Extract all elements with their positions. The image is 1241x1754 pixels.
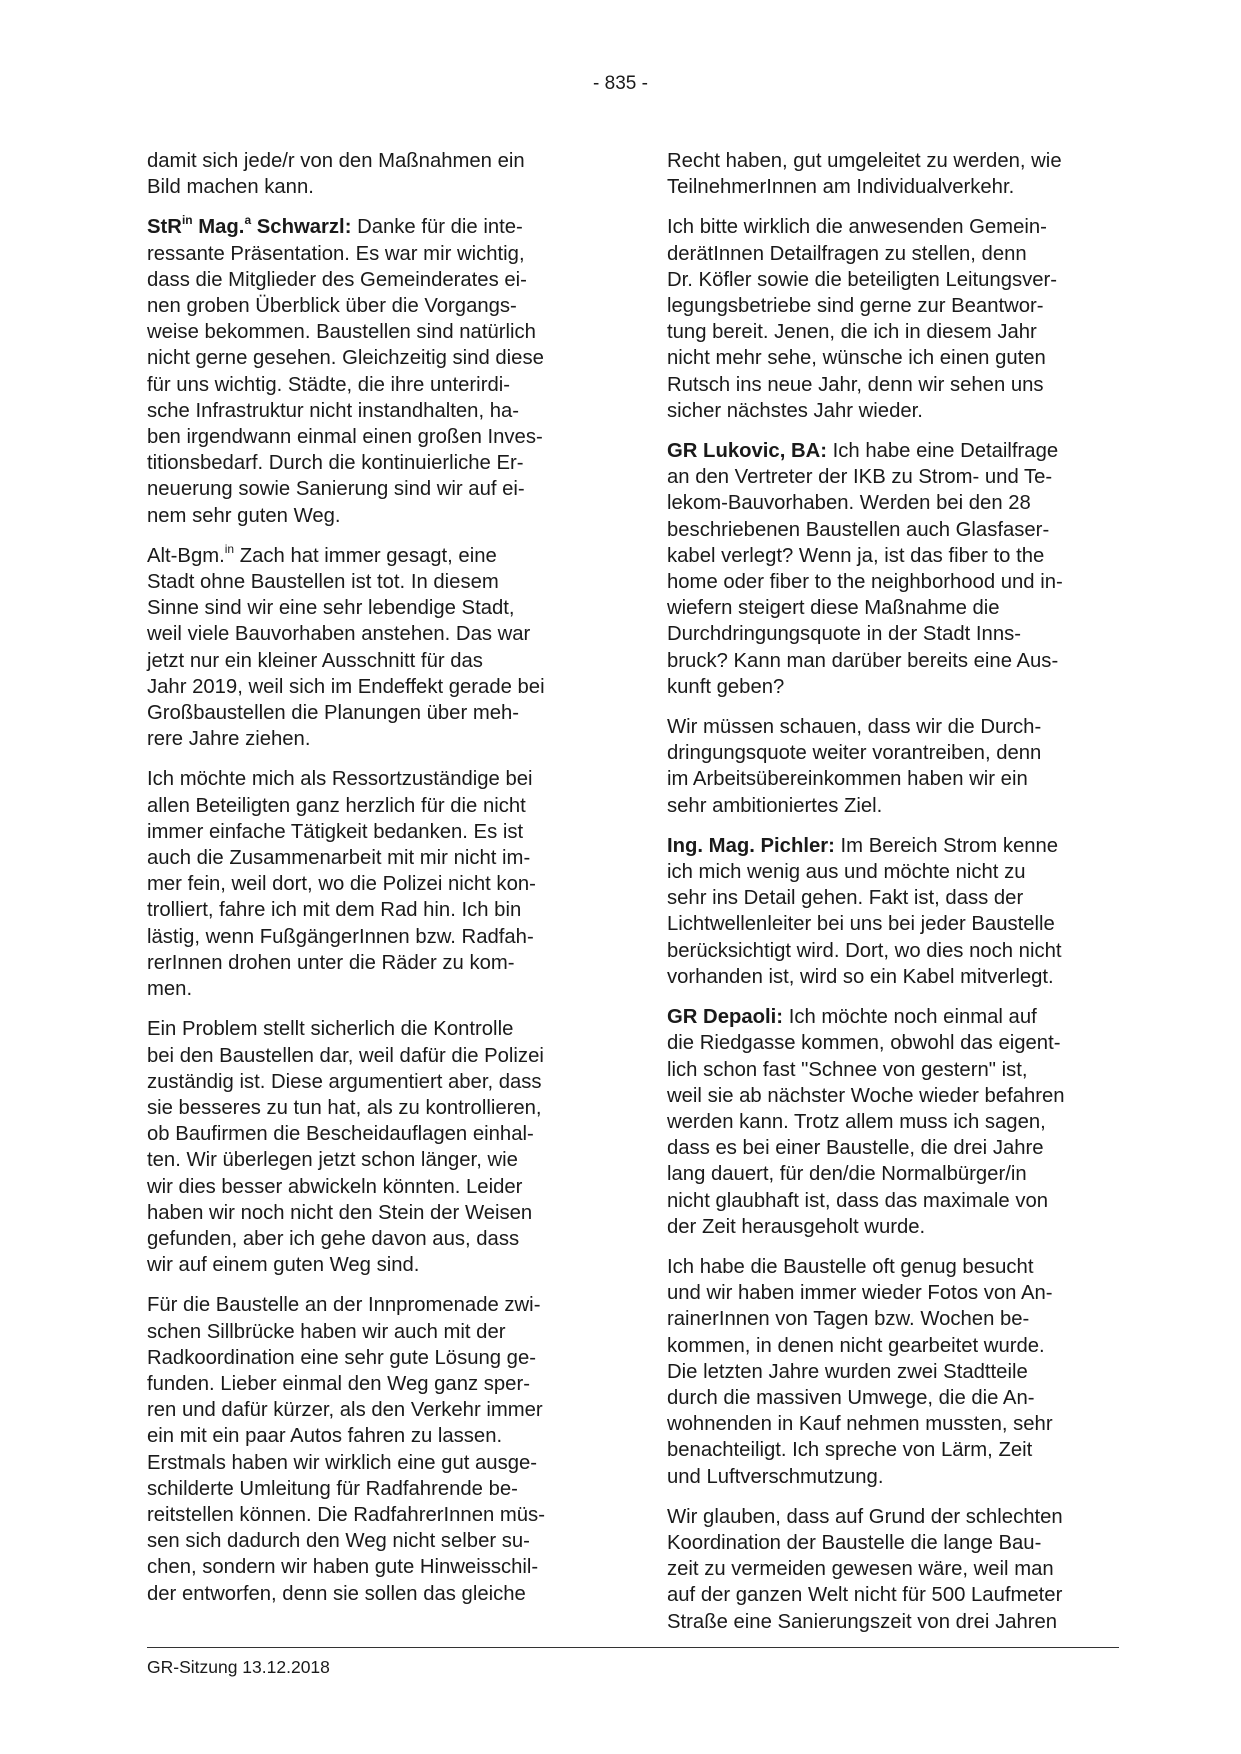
text-line: schen Sillbrücke haben wir auch mit der xyxy=(147,1320,506,1343)
text-line: ressante Präsentation. Es war mir wichtig, xyxy=(147,242,525,265)
text-line: schilderte Umleitung für Radfahrende be- xyxy=(147,1477,518,1500)
text-line: ben irgendwann einmal einen großen Inves- xyxy=(147,426,543,449)
footer-session-date: GR-Sitzung 13.12.2018 xyxy=(147,1657,330,1677)
text-line: zeit zu vermeiden gewesen wäre, weil man xyxy=(667,1558,1054,1581)
text-line: und wir haben immer wieder Fotos von An- xyxy=(667,1282,1053,1305)
text-line: bei den Baustellen dar, weil dafür die Polizei xyxy=(147,1044,544,1067)
text-line: Jahr 2019, weil sich im Endeffekt gerade bei xyxy=(147,675,545,698)
text-line: chen, sondern wir haben gute Hinweisschil- xyxy=(147,1556,539,1579)
text-line: mer fein, weil dort, wo die Polizei nicht kon- xyxy=(147,873,536,896)
paragraph-lukovic xyxy=(667,438,1115,700)
paragraph xyxy=(147,1016,595,1278)
text-line: home oder fiber to the neighborhood und in- xyxy=(667,571,1063,594)
paragraph xyxy=(667,148,1115,200)
text-line: werden kann. Trotz allem muss ich sagen, xyxy=(667,1110,1046,1133)
text-line: Wir müssen schauen, dass wir die Durch- xyxy=(667,716,1042,739)
paragraph-rest xyxy=(147,241,595,529)
text-line: sehr ins Detail gehen. Fakt ist, dass der xyxy=(667,887,1024,910)
text-line: neuerung sowie Sanierung sind wir auf ei- xyxy=(147,478,525,501)
paragraph xyxy=(667,1254,1115,1490)
paragraph xyxy=(147,766,595,1002)
text-line: Dr. Köfler sowie die beteiligten Leitungsver- xyxy=(667,268,1058,291)
text-line: auch die Zusammenarbeit mit mir nicht im- xyxy=(147,847,531,870)
text-line: berücksichtigt wird. Dort, wo dies noch nicht xyxy=(667,939,1062,962)
text-line: Koordination der Baustelle die lange Bau- xyxy=(667,1531,1042,1554)
text-line: sche Infrastruktur nicht instandhalten, ha- xyxy=(147,399,520,422)
text-line: dringungsquote weiter vorantreiben, denn xyxy=(667,742,1042,765)
text-line: damit sich jede/r von den Maßnahmen ein xyxy=(147,150,525,172)
text-line: Sinne sind wir eine sehr lebendige Stadt, xyxy=(147,597,515,620)
text-line: Straße eine Sanierungszeit von drei Jahren xyxy=(667,1610,1058,1633)
text-line: Bild machen kann. xyxy=(147,176,314,199)
footer-divider xyxy=(147,1647,1119,1648)
text-line: TeilnehmerInnen am Individualverkehr. xyxy=(667,176,1015,199)
text-line: durch die massiven Umwege, die die An- xyxy=(667,1386,1035,1409)
text-line: nem sehr guten Weg. xyxy=(147,504,341,527)
text-line: dass es bei einer Baustelle, die drei Jahre xyxy=(667,1137,1044,1160)
text-line: reitstellen können. Die RadfahrerInnen müs- xyxy=(147,1503,545,1526)
paragraph-rest xyxy=(667,1030,1115,1240)
text-line: die Riedgasse kommen, obwohl das eigent- xyxy=(667,1032,1061,1055)
paragraph-first-line: GR Lukovic, BA: Ich habe eine Detailfrage xyxy=(667,440,1059,463)
paragraph xyxy=(147,1292,595,1606)
text-line: weil viele Bauvorhaben anstehen. Das war xyxy=(147,623,531,646)
text-line: für uns wichtig. Städte, die ihre unterirdi- xyxy=(147,373,510,396)
text-line: haben wir noch nicht den Stein der Weisen xyxy=(147,1201,533,1224)
text-line: beschriebenen Baustellen auch Glasfaser- xyxy=(667,518,1050,541)
paragraph-depaoli xyxy=(667,1004,1115,1240)
text-line: nicht mehr sehe, wünsche ich einen guten xyxy=(667,347,1046,370)
text-line: Recht haben, gut umgeleitet zu werden, wie xyxy=(667,150,1062,172)
text-line: lästig, wenn FußgängerInnen bzw. Radfah- xyxy=(147,925,534,948)
text-line: titionsbedarf. Durch die kontinuierliche Er- xyxy=(147,452,524,475)
paragraph-first-line: Alt-Bgm.$^{in}$ Zach hat immer gesagt, eine xyxy=(147,541,497,567)
text-line: Ein Problem stellt sicherlich die Kontrolle xyxy=(147,1018,514,1041)
paragraph-rest xyxy=(147,569,595,752)
text-line: tung bereit. Jenen, die ich in diesem Jahr xyxy=(667,321,1037,344)
text-line: kunft geben? xyxy=(667,675,785,698)
paragraph-first-line: Ing. Mag. Pichler: Im Bereich Strom kenne xyxy=(667,834,1059,857)
text-line: lich schon fast "Schnee von gestern" ist, xyxy=(667,1058,1028,1081)
text-line: auf der ganzen Welt nicht für 500 Laufmeter xyxy=(667,1584,1063,1607)
paragraph-zach xyxy=(147,543,595,753)
text-line: ob Baufirmen die Bescheidauflagen einhal- xyxy=(147,1123,534,1146)
text-line: sie besseres zu tun hat, als zu kontrollieren, xyxy=(147,1096,542,1119)
text-line: sehr ambitioniertes Ziel. xyxy=(667,794,883,817)
text-line: Großbaustellen die Planungen über meh- xyxy=(147,702,520,725)
text-line: benachteiligt. Ich spreche von Lärm, Zeit xyxy=(667,1439,1033,1462)
paragraph xyxy=(147,148,595,200)
text-line: nen groben Überblick über die Vorgangs- xyxy=(147,295,517,318)
text-line: nicht gerne gesehen. Gleichzeitig sind diese xyxy=(147,347,544,370)
text-line: und Luftverschmutzung. xyxy=(667,1465,884,1488)
text-line: allen Beteiligten ganz herzlich für die nicht xyxy=(147,794,526,817)
text-line: lekom-Bauvorhaben. Werden bei den 28 xyxy=(667,492,1031,515)
text-line: Durchdringungsquote in der Stadt Inns- xyxy=(667,623,1022,646)
speaker-name: GR Depaoli: xyxy=(667,1006,784,1029)
text-line: wir dies besser abwickeln könnten. Leider xyxy=(147,1175,523,1198)
paragraph-first-line: StR$^{in}$ Mag.$^a$ Schwarzl: Danke für die inte- xyxy=(147,213,523,239)
paragraph-rest xyxy=(667,859,1115,990)
text-line: rere Jahre ziehen. xyxy=(147,728,311,751)
text-line: weise bekommen. Baustellen sind natürlich xyxy=(147,321,536,344)
text-line: der Zeit herausgeholt wurde. xyxy=(667,1215,926,1238)
speaker-name: Ing. Mag. Pichler: xyxy=(667,834,835,857)
paragraph-rest xyxy=(667,464,1115,700)
text-line: bruck? Kann man darüber bereits eine Aus- xyxy=(667,649,1059,672)
text-line: funden. Lieber einmal den Weg ganz sper- xyxy=(147,1372,530,1395)
text-line: kabel verlegt? Wenn ja, ist das fiber to the xyxy=(667,544,1045,567)
text-line: ten. Wir überlegen jetzt schon länger, wie xyxy=(147,1149,518,1172)
text-line: rainerInnen von Tagen bzw. Wochen be- xyxy=(667,1308,1030,1331)
text-line: kommen, in denen nicht gearbeitet wurde. xyxy=(667,1334,1045,1357)
text-line: trolliert, fahre ich mit dem Rad hin. Ich bin xyxy=(147,899,522,922)
text-line: wir auf einem guten Weg sind. xyxy=(147,1254,420,1277)
text-line: Ich möchte mich als Ressortzuständige bei xyxy=(147,768,533,791)
text-line: Ich habe die Baustelle oft genug besucht xyxy=(667,1255,1034,1278)
text-line: weil sie ab nächster Woche wieder befahren xyxy=(667,1084,1065,1107)
text-line: Erstmals haben wir wirklich eine gut ausge- xyxy=(147,1451,538,1474)
text-line: sen sich dadurch den Weg nicht selber su- xyxy=(147,1530,530,1553)
text-line: sicher nächstes Jahr wieder. xyxy=(667,399,923,422)
text-line: wohnenden in Kauf nehmen mussten, sehr xyxy=(667,1413,1053,1436)
text-line: ein mit ein paar Autos fahren zu lassen. xyxy=(147,1425,503,1448)
paragraph-pichler xyxy=(667,833,1115,990)
paragraph-first-line: GR Depaoli: Ich möchte noch einmal auf xyxy=(667,1006,1037,1029)
text-line: jetzt nur ein kleiner Ausschnitt für das xyxy=(147,649,483,672)
text-line: an den Vertreter der IKB zu Strom- und Te- xyxy=(667,466,1053,489)
text-line: rerInnen drohen unter die Räder zu kom- xyxy=(147,951,515,974)
right-column xyxy=(667,148,1115,1649)
text-line: im Arbeitsübereinkommen haben wir ein xyxy=(667,768,1028,791)
text-line: Rutsch ins neue Jahr, denn wir sehen uns xyxy=(667,373,1044,396)
text-line: Ich bitte wirklich die anwesenden Gemein- xyxy=(667,216,1047,239)
text-line: legungsbetriebe sind gerne zur Beantwor- xyxy=(667,295,1044,318)
text-line: derätInnen Detailfragen zu stellen, denn xyxy=(667,242,1027,265)
left-column xyxy=(147,148,595,1621)
text-line: Die letzten Jahre wurden zwei Stadtteile xyxy=(667,1360,1028,1383)
text-line: gefunden, aber ich gehe davon aus, dass xyxy=(147,1227,520,1250)
text-line: zuständig ist. Diese argumentiert aber, dass xyxy=(147,1070,542,1093)
text-line: Radkoordination eine sehr gute Lösung ge- xyxy=(147,1346,536,1369)
paragraph xyxy=(667,214,1115,424)
text-line: Lichtwellenleiter bei uns bei jeder Baustelle xyxy=(667,913,1055,936)
text-line: ich mich wenig aus und möchte nicht zu xyxy=(667,861,1026,884)
text-line: vorhanden ist, wird so ein Kabel mitverlegt. xyxy=(667,965,1054,988)
text-line: ren und dafür kürzer, als den Verkehr immer xyxy=(147,1399,543,1422)
text-line: Für die Baustelle an der Innpromenade zwi- xyxy=(147,1294,541,1317)
text-line: der entworfen, denn sie sollen das gleiche xyxy=(147,1582,526,1605)
text-line: nicht glaubhaft ist, dass das maximale von xyxy=(667,1189,1049,1212)
paragraph-schwarzl xyxy=(147,214,595,528)
speaker-name: StR$^{in}$ Mag.$^a$ Schwarzl: xyxy=(147,213,352,239)
speaker-name: GR Lukovic, BA: xyxy=(667,440,828,463)
text-line: wiefern steigert diese Maßnahme die xyxy=(667,597,1000,620)
text-line: dass die Mitglieder des Gemeinderates ei- xyxy=(147,268,527,291)
text-line: immer einfache Tätigkeit bedanken. Es ist xyxy=(147,820,524,843)
page-number: - 835 - xyxy=(593,73,648,94)
paragraph xyxy=(667,1504,1115,1635)
text-line: Stadt ohne Baustellen ist tot. In diesem xyxy=(147,571,499,594)
paragraph xyxy=(667,714,1115,819)
text-line: men. xyxy=(147,978,193,1001)
text-line: lang dauert, für den/die Normalbürger/in xyxy=(667,1163,1027,1186)
text-line: Wir glauben, dass auf Grund der schlechten xyxy=(667,1505,1063,1528)
